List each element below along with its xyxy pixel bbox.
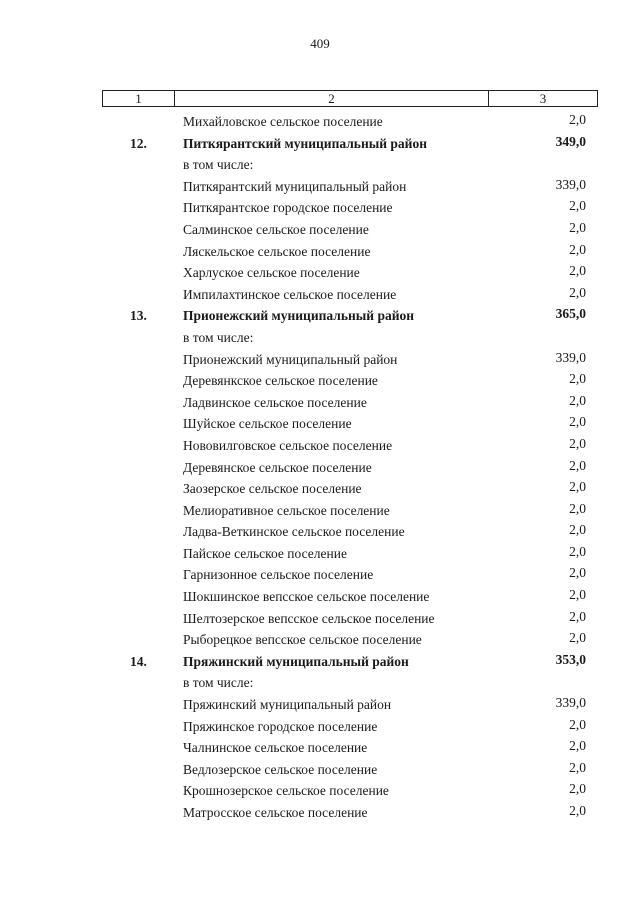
table-body bbox=[0, 111, 640, 824]
table-row bbox=[0, 370, 640, 392]
row-value: 2,0 bbox=[569, 522, 586, 538]
table-row bbox=[0, 111, 640, 133]
row-name: Заозерское сельское поселение bbox=[183, 481, 362, 497]
table-row bbox=[0, 392, 640, 414]
table-row bbox=[0, 737, 640, 759]
table-row bbox=[0, 521, 640, 543]
district-row bbox=[0, 133, 640, 155]
header-col-1: 1 bbox=[103, 91, 175, 106]
row-name: Питкярантское городское поселение bbox=[183, 200, 393, 216]
row-name: Шокшинское вепсское сельское поселение bbox=[183, 589, 430, 605]
row-name: Салминское сельское поселение bbox=[183, 221, 369, 237]
row-value: 2,0 bbox=[569, 781, 586, 797]
row-name: Пряжинское городское поселение bbox=[183, 718, 378, 734]
table-row bbox=[0, 262, 640, 284]
row-name: Гарнизонное сельское поселение bbox=[183, 567, 374, 583]
row-value: 353,0 bbox=[555, 651, 586, 667]
table-row bbox=[0, 780, 640, 802]
row-value: 2,0 bbox=[569, 543, 586, 559]
table-row bbox=[0, 176, 640, 198]
row-name: Питкярантский муниципальный район bbox=[183, 178, 407, 194]
table-row bbox=[0, 500, 640, 522]
row-value: 2,0 bbox=[569, 565, 586, 581]
row-value: 2,0 bbox=[569, 630, 586, 646]
row-name: Крошнозерское сельское поселение bbox=[183, 783, 389, 799]
row-name: Нововилговское сельское поселение bbox=[183, 437, 393, 453]
row-name: Пайское сельское поселение bbox=[183, 545, 347, 561]
row-value: 2,0 bbox=[569, 219, 586, 235]
row-value: 2,0 bbox=[569, 500, 586, 516]
table-row bbox=[0, 802, 640, 824]
row-name: в том числе: bbox=[183, 675, 254, 691]
row-name: Ладвинское сельское поселение bbox=[183, 394, 367, 410]
table-row bbox=[0, 564, 640, 586]
table-row bbox=[0, 349, 640, 371]
row-value: 2,0 bbox=[569, 457, 586, 473]
table-row bbox=[0, 694, 640, 716]
row-value: 2,0 bbox=[569, 284, 586, 300]
row-value: 339,0 bbox=[555, 695, 586, 711]
row-name: Харлуское сельское поселение bbox=[183, 265, 360, 281]
row-name: Импилахтинское сельское поселение bbox=[183, 286, 397, 302]
table-row bbox=[0, 327, 640, 349]
row-name: Шуйское сельское поселение bbox=[183, 416, 352, 432]
table-row bbox=[0, 478, 640, 500]
row-number: 14. bbox=[130, 653, 147, 669]
row-number: 12. bbox=[130, 135, 147, 151]
row-value: 2,0 bbox=[569, 241, 586, 257]
table-row bbox=[0, 543, 640, 565]
row-value: 2,0 bbox=[569, 392, 586, 408]
row-name: Прионежский муниципальный район bbox=[183, 351, 398, 367]
row-value: 2,0 bbox=[569, 263, 586, 279]
row-name: Пряжинский муниципальный район bbox=[183, 697, 392, 713]
row-name: в том числе: bbox=[183, 329, 254, 345]
row-value: 339,0 bbox=[555, 349, 586, 365]
table-row bbox=[0, 413, 640, 435]
row-name: Мелиоративное сельское поселение bbox=[183, 502, 390, 518]
row-value: 2,0 bbox=[569, 198, 586, 214]
table-row bbox=[0, 629, 640, 651]
row-value: 2,0 bbox=[569, 759, 586, 775]
row-value: 2,0 bbox=[569, 608, 586, 624]
row-name: Чалнинское сельское поселение bbox=[183, 740, 368, 756]
row-name: Ладва-Веткинское сельское поселение bbox=[183, 524, 405, 540]
district-row bbox=[0, 305, 640, 327]
row-value: 365,0 bbox=[555, 306, 586, 322]
table-row bbox=[0, 435, 640, 457]
row-name: Деревянкское сельское поселение bbox=[183, 373, 378, 389]
table-row bbox=[0, 759, 640, 781]
table-row bbox=[0, 608, 640, 630]
table-row bbox=[0, 716, 640, 738]
row-value: 349,0 bbox=[555, 133, 586, 149]
district-row bbox=[0, 651, 640, 673]
table-row bbox=[0, 672, 640, 694]
row-name: в том числе: bbox=[183, 157, 254, 173]
header-col-2: 2 bbox=[175, 91, 489, 106]
row-value: 2,0 bbox=[569, 716, 586, 732]
row-number: 13. bbox=[130, 308, 147, 324]
row-name: Михайловское сельское поселение bbox=[183, 114, 383, 129]
row-name: Деревянское сельское поселение bbox=[183, 459, 372, 475]
row-value: 2,0 bbox=[569, 371, 586, 387]
row-name: Ведлозерское сельское поселение bbox=[183, 761, 378, 777]
row-name: Ляскельское сельское поселение bbox=[183, 243, 371, 259]
page-number: 409 bbox=[310, 36, 330, 51]
row-name: Шелтозерское вепсское сельское поселение bbox=[183, 610, 435, 626]
row-name: Матросское сельское поселение bbox=[183, 805, 368, 820]
row-name: Питкярантский муниципальный район bbox=[183, 135, 427, 151]
row-value: 2,0 bbox=[569, 112, 586, 127]
table-row bbox=[0, 457, 640, 479]
table-row bbox=[0, 586, 640, 608]
row-value: 2,0 bbox=[569, 738, 586, 754]
row-value: 2,0 bbox=[569, 414, 586, 430]
table-row bbox=[0, 219, 640, 241]
row-value: 2,0 bbox=[569, 435, 586, 451]
row-value: 2,0 bbox=[569, 803, 586, 818]
header-col-3: 3 bbox=[539, 91, 547, 106]
row-name: Прионежский муниципальный район bbox=[183, 308, 415, 324]
table-row bbox=[0, 241, 640, 263]
table-row bbox=[0, 284, 640, 306]
table-header bbox=[102, 90, 598, 107]
row-name: Пряжинский муниципальный район bbox=[183, 653, 409, 669]
row-value: 339,0 bbox=[555, 176, 586, 192]
row-value: 2,0 bbox=[569, 479, 586, 495]
table-row bbox=[0, 197, 640, 219]
row-name: Рыборецкое вепсское сельское поселение bbox=[183, 632, 422, 648]
row-value: 2,0 bbox=[569, 587, 586, 603]
table-row bbox=[0, 154, 640, 176]
